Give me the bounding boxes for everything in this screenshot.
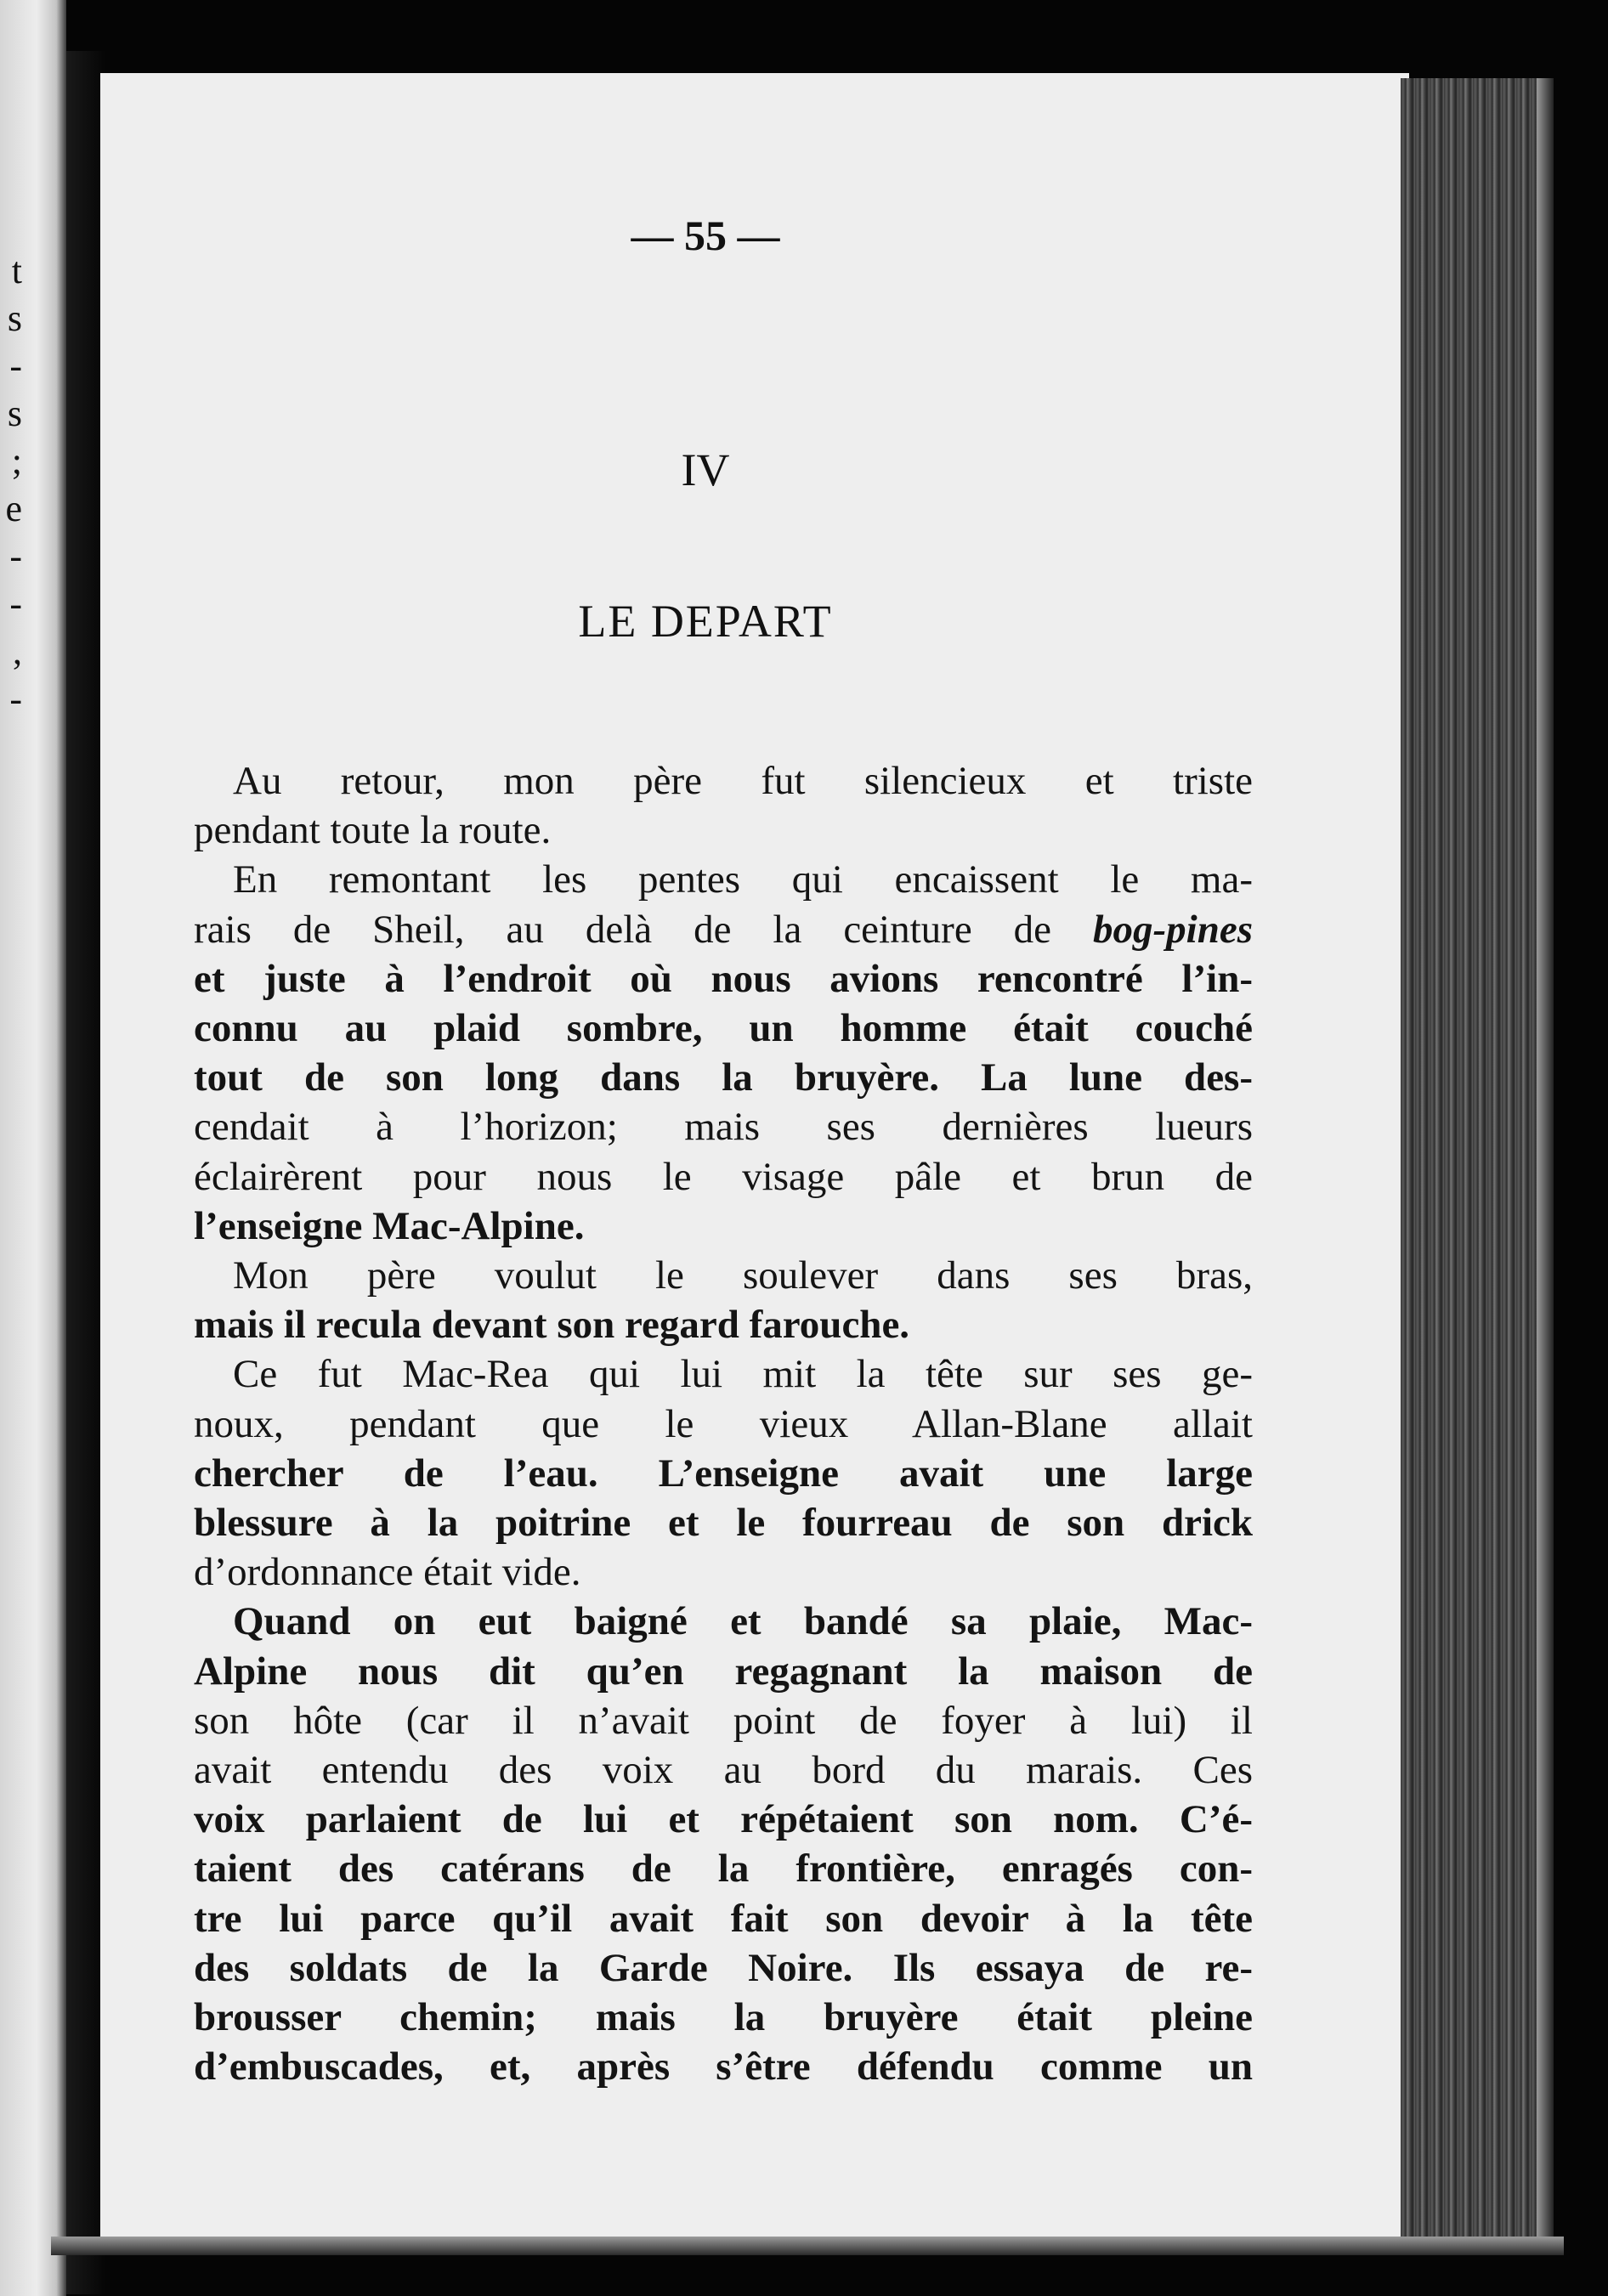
text-segment: blessure à la poitrine et le fourreau de son drick — [194, 1501, 1253, 1546]
text-segment: En remontant les pentes qui encaissent le ma- — [233, 857, 1253, 902]
text-line — [194, 855, 1253, 904]
text-line — [194, 1449, 1253, 1498]
text-segment: son hôte (car il n’avait point de foyer à lui) il — [194, 1698, 1253, 1743]
text-line — [194, 1547, 1253, 1597]
previous-page-char: e — [5, 488, 22, 529]
text-line — [194, 1894, 1253, 1943]
text-segment: connu au plaid sombre, un homme était couché — [194, 1006, 1253, 1051]
text-segment: mais il recula devant son regard farouche. — [194, 1303, 910, 1348]
text-segment: Au retour, mon père fut silencieux et triste — [233, 759, 1253, 803]
bottom-edge — [51, 2237, 1564, 2255]
text-segment: voix parlaient de lui et répétaient son nom. C’é- — [194, 1797, 1253, 1842]
text-line — [194, 1993, 1253, 2042]
text-segment: brousser chemin; mais la bruyère était pleine — [194, 1995, 1253, 2040]
text-line — [194, 1943, 1253, 1993]
text-line — [194, 1202, 1253, 1251]
chapter-number: IV — [681, 444, 730, 495]
text-segment: pendant toute la route. — [194, 808, 552, 853]
text-line — [194, 1745, 1253, 1795]
text-line — [194, 1053, 1253, 1102]
text-line — [194, 1400, 1253, 1449]
text-line — [194, 1647, 1253, 1696]
text-segment: tre lui parce qu’il avait fait son devoir à la tête — [194, 1896, 1253, 1941]
chapter-title: LE DEPART — [578, 596, 833, 647]
text-segment: Ce fut Mac-Rea qui lui mit la tête sur ses ge- — [233, 1352, 1253, 1397]
previous-page-char: - — [9, 583, 22, 625]
italic-term: bog-pines — [1093, 907, 1253, 952]
text-segment: Mon père voulut le soulever dans ses bras, — [233, 1253, 1253, 1298]
page-number: — 55 — — [631, 212, 780, 259]
text-line — [194, 1844, 1253, 1893]
text-line — [194, 1349, 1253, 1399]
text-line — [194, 1102, 1253, 1151]
text-line — [194, 1597, 1253, 1646]
previous-page-char: s — [7, 393, 22, 434]
previous-page-char: ; — [11, 440, 22, 482]
text-line — [194, 1152, 1253, 1202]
text-segment: Alpine nous dit qu’en regagnant la maison de — [194, 1648, 1253, 1694]
text-line — [194, 1696, 1253, 1745]
text-line — [194, 2042, 1253, 2091]
text-segment: taient des catérans de la frontière, enragés con- — [194, 1846, 1253, 1892]
text-segment: rais de Sheil, au delà de la ceinture de — [194, 907, 1093, 952]
previous-page-edge — [0, 0, 66, 2296]
text-line — [194, 1498, 1253, 1547]
text-segment: éclairèrent pour nous le visage pâle et brun de — [194, 1154, 1253, 1199]
text-segment: l’enseigne Mac-Alpine. — [194, 1203, 585, 1248]
gutter-edge — [1537, 78, 1554, 2250]
text-segment: tout de son long dans la bruyère. La lune des- — [194, 1055, 1253, 1100]
text-segment: noux, pendant que le vieux Allan-Blane allait — [194, 1401, 1253, 1446]
text-segment: Quand on eut baigné et bandé sa plaie, Mac- — [233, 1599, 1253, 1644]
text-segment: d’ordonnance était vide. — [194, 1550, 581, 1595]
text-segment: d’embuscades, et, après s’être défendu comme un — [194, 2044, 1253, 2090]
text-segment: avait entendu des voix au bord du marais. Ces — [194, 1748, 1253, 1793]
text-segment: et juste à l’endroit où nous avions rencontré l’in- — [194, 956, 1253, 1001]
text-line — [194, 756, 1253, 806]
previous-page-char: - — [9, 535, 22, 577]
previous-page-char: s — [7, 297, 22, 339]
text-segment: des soldats de la Garde Noire. Ils essaya de re- — [194, 1945, 1253, 1990]
text-segment: cendait à l’horizon; mais ses dernières lueurs — [194, 1105, 1253, 1150]
page-gutter — [1401, 78, 1537, 2250]
previous-page-char: - — [9, 678, 22, 720]
text-line — [194, 1004, 1253, 1053]
text-line — [194, 1251, 1253, 1300]
text-line — [194, 905, 1253, 954]
text-segment: chercher de l’eau. L’enseigne avait une large — [194, 1451, 1253, 1496]
text-line — [194, 1795, 1253, 1844]
previous-page-char: t — [11, 250, 22, 291]
previous-page-char: - — [9, 345, 22, 387]
previous-page-char: , — [13, 631, 22, 672]
text-line — [194, 1300, 1253, 1349]
text-line — [194, 954, 1253, 1004]
text-line — [194, 806, 1253, 855]
body-text — [194, 756, 1253, 2091]
